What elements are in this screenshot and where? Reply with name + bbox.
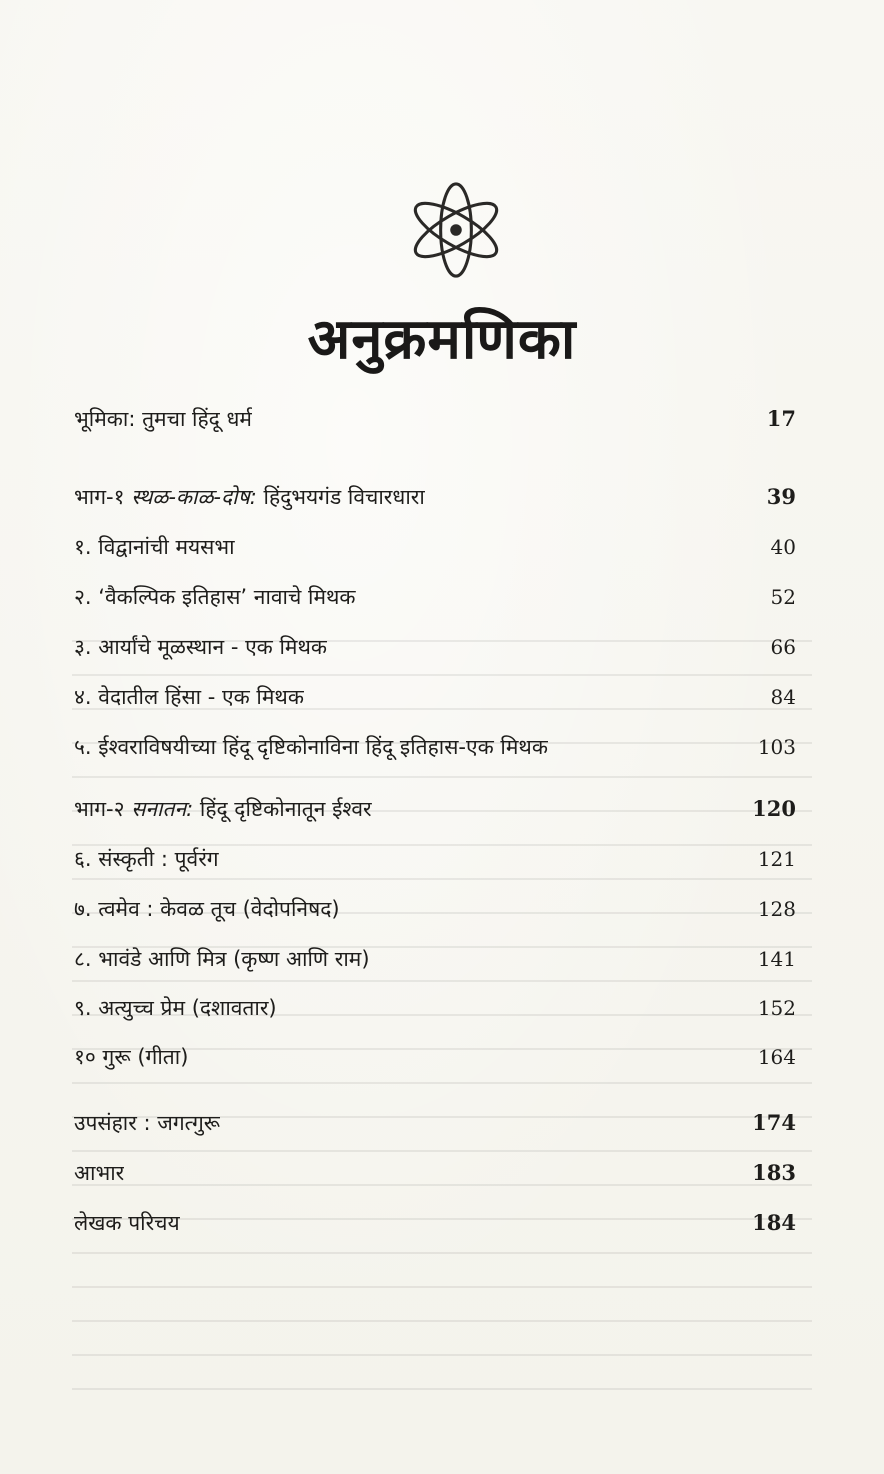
toc-entry-page: 17 [766, 406, 796, 431]
toc-entry-page: 39 [766, 484, 796, 509]
toc-entry-page: 40 [770, 535, 796, 559]
toc-entry-label: उपसंहार : जगत्गुरू [74, 1111, 221, 1135]
toc-entry-page: 141 [757, 947, 796, 971]
part-title: हिंदू दृष्टिकोनातून ईश्वर [193, 797, 372, 821]
toc-entry-label: ४. वेदातील हिंसा - एक मिथक [74, 685, 304, 709]
part-title: हिंदुभयगंड विचारधारा [256, 485, 425, 509]
toc-entry-label [74, 792, 372, 826]
toc-entry-label: ३. आर्यांचे मूळस्थान - एक मिथक [74, 635, 328, 659]
toc-entry-chapter-6[interactable] [74, 842, 798, 876]
toc-entry-chapter-10[interactable] [74, 1040, 798, 1074]
toc-entry-epilogue[interactable] [74, 1106, 798, 1140]
toc-entry-chapter-9[interactable] [74, 991, 798, 1025]
toc-entry-page: 121 [757, 847, 796, 871]
toc-entry-chapter-2[interactable] [74, 580, 798, 614]
toc-entry-label: भूमिका: तुमचा हिंदू धर्म [74, 407, 252, 431]
table-of-contents [74, 0, 798, 1474]
toc-entry-page: 152 [757, 996, 796, 1020]
toc-entry-part-2[interactable] [74, 792, 798, 826]
toc-entry-chapter-1[interactable] [74, 530, 798, 564]
toc-entry-page: 174 [752, 1110, 796, 1135]
toc-entry-page: 128 [757, 897, 796, 921]
toc-entry-page: 84 [770, 685, 796, 709]
toc-entry-label: ६. संस्कृती : पूर्वरंग [74, 847, 219, 871]
toc-entry-label [74, 480, 425, 514]
toc-entry-label: १० गुरू (गीता) [74, 1045, 189, 1069]
toc-entry-label: ५. ईश्वराविषयीच्या हिंदू दृष्टिकोनाविना हिंदू इतिहास-एक मिथक [74, 735, 548, 759]
toc-entry-page: 66 [770, 635, 796, 659]
toc-entry-chapter-8[interactable] [74, 942, 798, 976]
part-number: भाग-१ [74, 485, 132, 509]
part-number: भाग-२ [74, 797, 132, 821]
page-title: अनुक्रमणिका [307, 307, 577, 372]
toc-entry-chapter-4[interactable] [74, 680, 798, 714]
toc-entry-label: २. ‘वैकल्पिक इतिहास’ नावाचे मिथक [74, 585, 356, 609]
part-subtitle: सनातन: [131, 797, 194, 821]
toc-entry-label: ८. भावंडे आणि मित्र (कृष्ण आणि राम) [74, 947, 370, 971]
toc-entry-label: १. विद्वानांची मयसभा [74, 535, 235, 559]
toc-entry-page: 52 [770, 585, 796, 609]
toc-entry-label: ९. अत्युच्च प्रेम (दशावतार) [74, 996, 277, 1020]
toc-entry-chapter-3[interactable] [74, 630, 798, 664]
toc-entry-label: आभार [74, 1161, 125, 1185]
toc-entry-page: 164 [757, 1045, 796, 1069]
toc-entry-acknowledgements[interactable] [74, 1156, 798, 1190]
part-subtitle: स्थळ-काळ-दोष: [131, 485, 257, 509]
toc-entry-label: लेखक परिचय [74, 1211, 180, 1235]
toc-entry-about-author[interactable] [74, 1206, 798, 1240]
toc-entry-chapter-7[interactable] [74, 892, 798, 926]
toc-entry-page: 184 [752, 1210, 796, 1235]
toc-entry-page: 103 [757, 735, 796, 759]
toc-entry-introduction[interactable] [74, 402, 798, 436]
toc-entry-part-1[interactable] [74, 480, 798, 514]
toc-entry-label: ७. त्वमेव : केवळ तूच (वेदोपनिषद) [74, 897, 340, 921]
toc-entry-page: 120 [752, 796, 796, 821]
toc-entry-page: 183 [752, 1160, 796, 1185]
toc-entry-chapter-5[interactable] [74, 730, 798, 764]
